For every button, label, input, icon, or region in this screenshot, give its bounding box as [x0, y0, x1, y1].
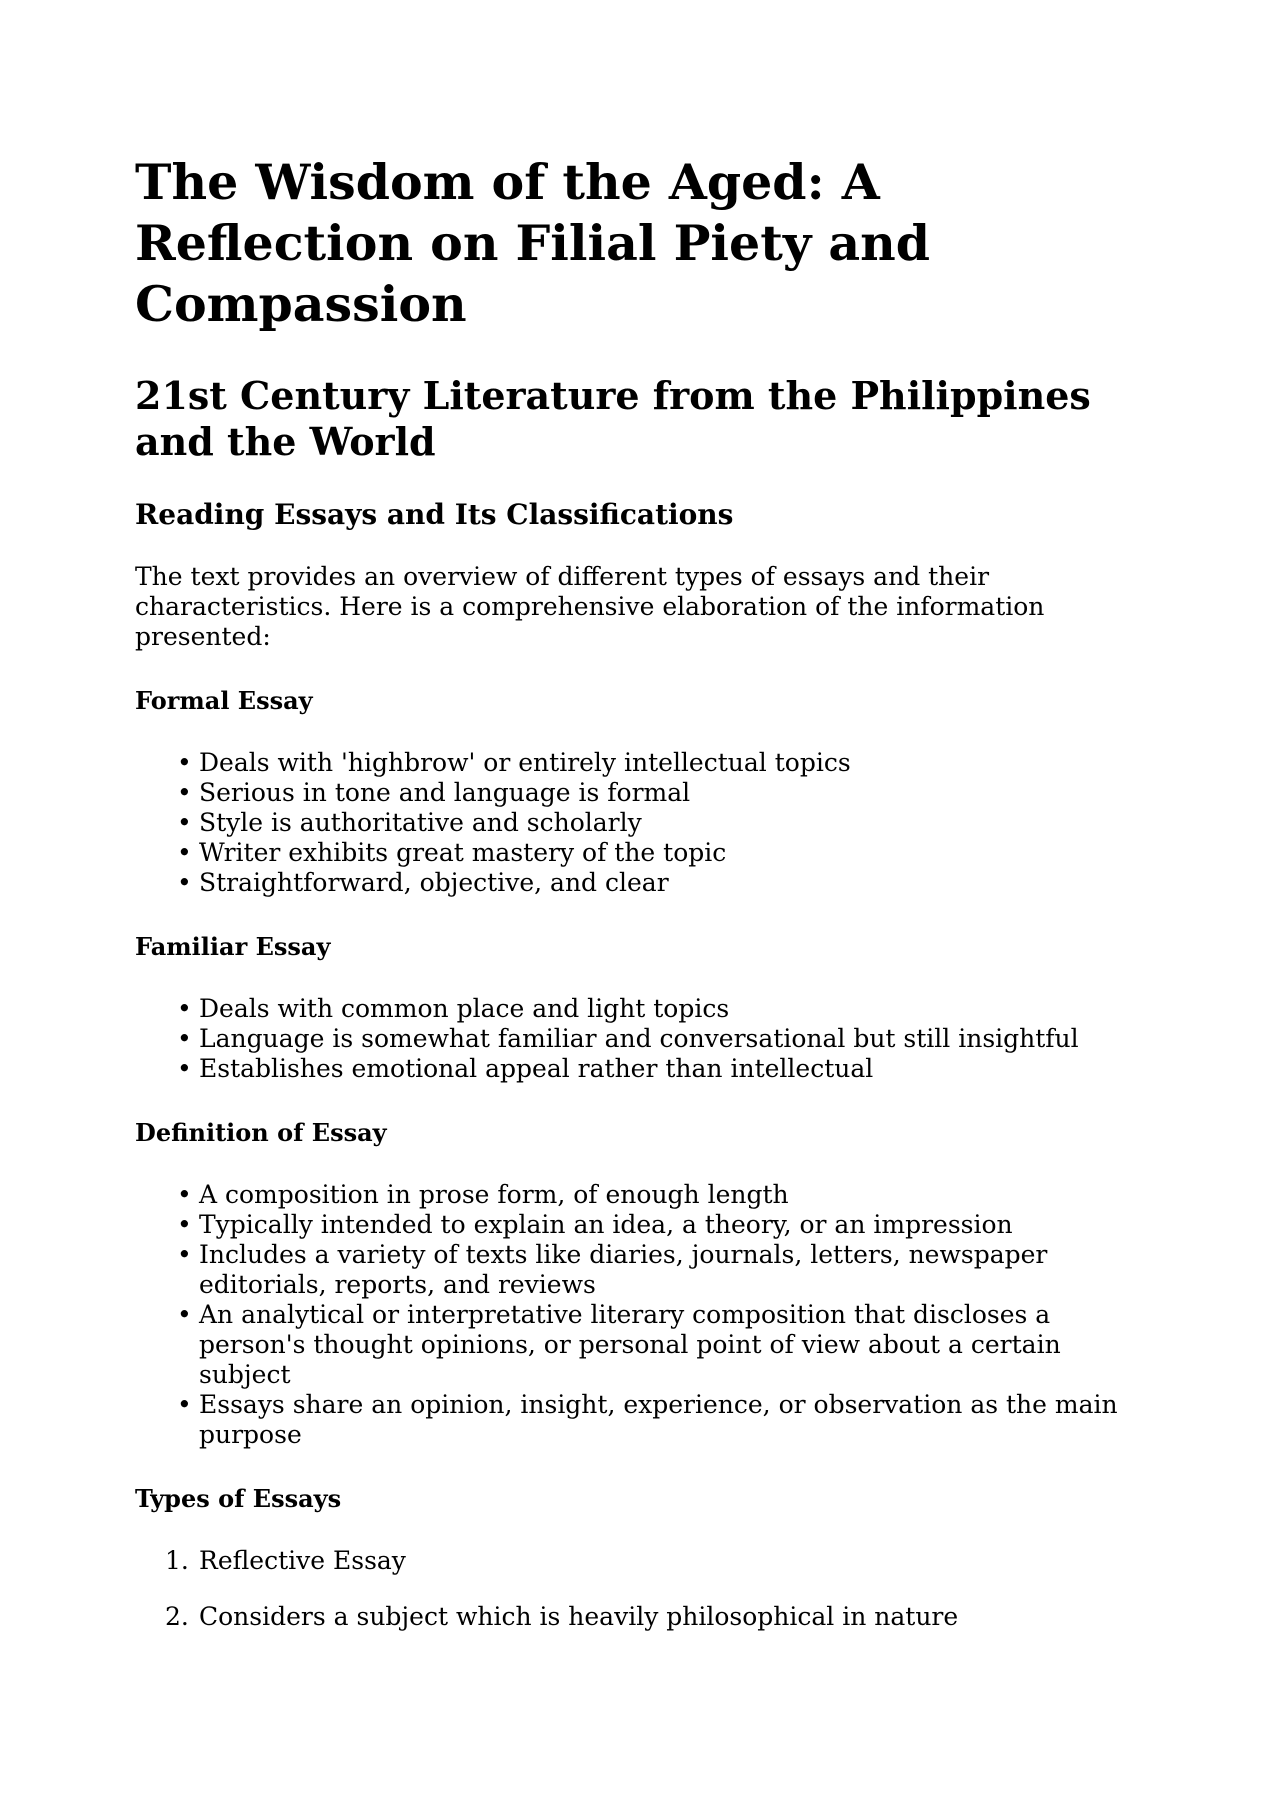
list-item: • An analytical or interpretative literary composition that discloses a person's thought opinions, or personal point of view about a certain subject	[199, 1300, 1140, 1390]
list-item: • Straightforward, objective, and clear	[199, 868, 1140, 898]
list-item: • Establishes emotional appeal rather than intellectual	[199, 1054, 1140, 1084]
list-item: • Serious in tone and language is formal	[199, 778, 1140, 808]
definition-section	[135, 1118, 1140, 1450]
list-item: • Typically intended to explain an idea, a theory, or an impression	[199, 1210, 1140, 1240]
definition-title: Definition of Essay	[135, 1118, 387, 1147]
list-item: • Style is authoritative and scholarly	[199, 808, 1140, 838]
types-section	[135, 1484, 1140, 1632]
list-item: • Deals with common place and light topics	[199, 994, 1140, 1024]
list-item: • Writer exhibits great mastery of the topic	[199, 838, 1140, 868]
types-list	[135, 1546, 1140, 1632]
familiar-essay-section	[135, 932, 1140, 1084]
list-item	[165, 1602, 1140, 1632]
list-item: • A composition in prose form, of enough length	[199, 1180, 1140, 1210]
list-item: • Includes a variety of texts like diaries, journals, letters, newspaper editorials, reports, and reviews	[199, 1240, 1140, 1300]
document-subtitle: 21st Century Literature from the Philippines and the World	[135, 373, 1091, 464]
section-heading: Reading Essays and Its Classifications	[135, 498, 734, 531]
list-number: 1.	[165, 1546, 189, 1575]
formal-essay-list	[135, 748, 1140, 898]
definition-list	[135, 1180, 1140, 1450]
list-item: • Deals with 'highbrow' or entirely intellectual topics	[199, 748, 1140, 778]
types-title: Types of Essays	[135, 1484, 342, 1513]
list-item	[165, 1546, 1140, 1576]
intro-paragraph: The text provides an overview of different types of essays and their characteristics. Here is a comprehensive elaboration of the information presented:	[135, 562, 1045, 651]
list-item: • Essays share an opinion, insight, experience, or observation as the main purpose	[199, 1390, 1140, 1450]
list-text: Reflective Essay	[199, 1546, 406, 1575]
list-item: • Language is somewhat familiar and conversational but still insightful	[199, 1024, 1140, 1054]
document-title: The Wisdom of the Aged: A Reflection on Filial Piety and Compassion	[135, 153, 931, 333]
familiar-essay-list	[135, 994, 1140, 1084]
formal-essay-section	[135, 686, 1140, 898]
formal-essay-title: Formal Essay	[135, 686, 313, 715]
familiar-essay-title: Familiar Essay	[135, 932, 331, 961]
list-number: 2.	[165, 1602, 189, 1631]
list-text: Considers a subject which is heavily philosophical in nature	[199, 1602, 959, 1631]
